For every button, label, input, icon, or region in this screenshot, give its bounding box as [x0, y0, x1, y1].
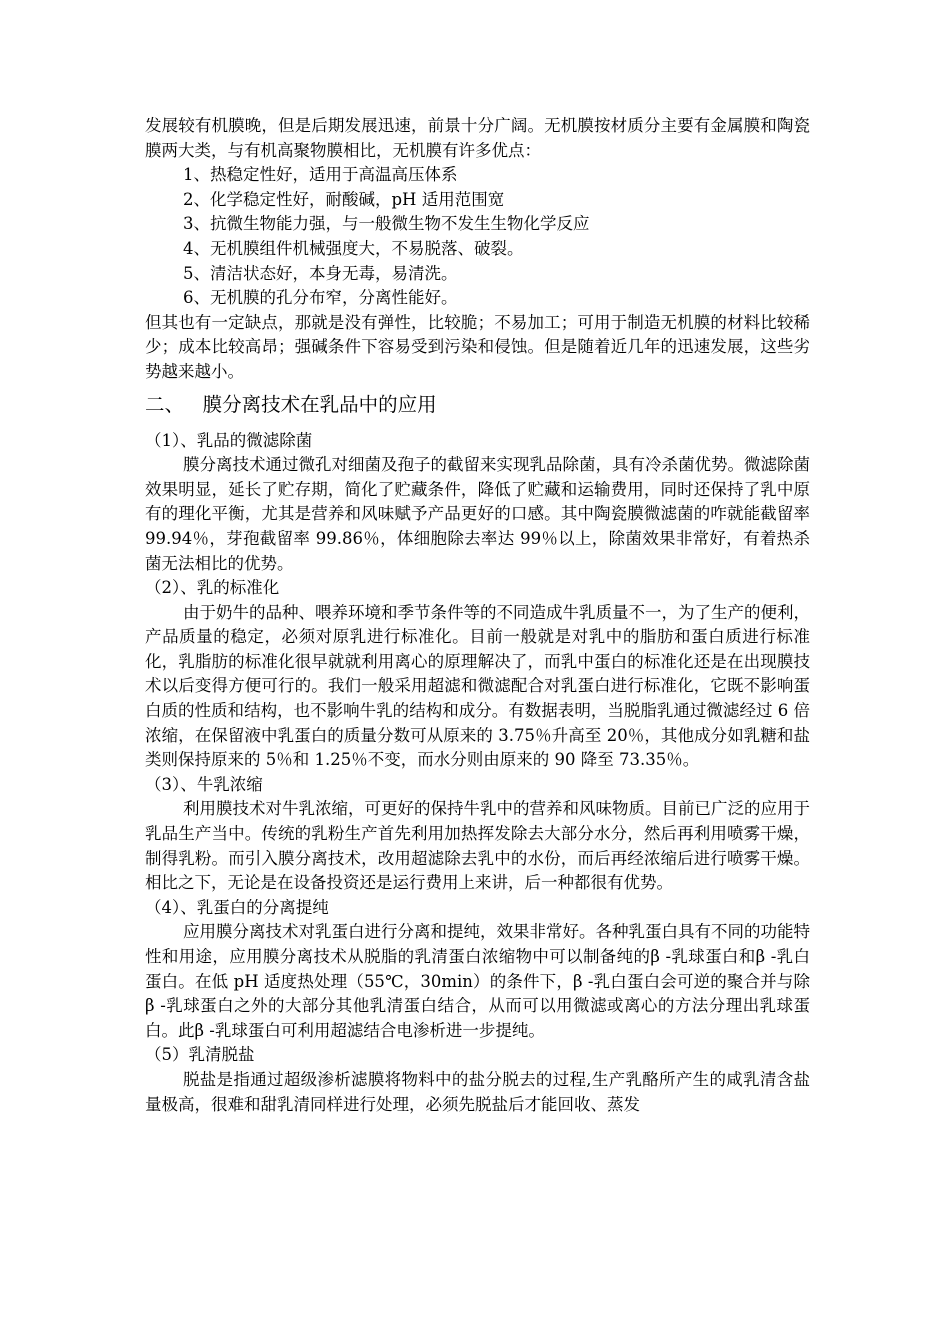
section-heading: 二、 膜分离技术在乳品中的应用: [145, 392, 437, 416]
advantage-item: 1、热稳定性好，适用于高温高压体系: [183, 165, 458, 185]
subsection-body: 应用膜分离技术对乳蛋白进行分离和提纯，效果非常好。各种乳蛋白具有不同的功能特性和用途，应用膜分离技术从脱脂的乳清蛋白浓缩物中可以制备纯的β -乳球蛋白和β -乳白蛋白。在低 pH 适度热处理（55℃，30min）的条件下，β -乳白蛋白会可逆的聚合并与除β -乳球蛋白之外的大部分其他乳清蛋白结合，从而可以用微滤或离心的方法分理出乳球蛋白。此β -乳球蛋白可利用超滤结合电渗析进一步提纯。: [145, 922, 810, 1040]
disadvantages-paragraph: 但其也有一定缺点，那就是没有弹性，比较脆；不易加工；可用于制造无机膜的材料比较稀少；成本比较高昂；强碱条件下容易受到污染和侵蚀。但是随着近几年的迅速发展，这些劣势越来越小。: [145, 312, 810, 381]
intro-paragraph: 发展较有机膜晚，但是后期发展迅速，前景十分广阔。无机膜按材质分主要有金属膜和陶瓷膜两大类，与有机高聚物膜相比，无机膜有许多优点：: [145, 116, 810, 160]
subsection-title: （2）、乳的标准化: [145, 578, 280, 598]
subsection-body: 脱盐是指通过超级渗析滤膜将物料中的盐分脱去的过程,生产乳酪所产生的咸乳清含盐量极高，很难和甜乳清同样进行处理，必须先脱盐后才能回收、蒸发: [145, 1069, 810, 1114]
subsection-title: （3）、牛乳浓缩: [145, 774, 263, 794]
document-body: [145, 114, 810, 1117]
subsection-title: （5）乳清脱盐: [145, 1045, 255, 1065]
subsection-title: （4）、乳蛋白的分离提纯: [145, 897, 329, 917]
subsection-body: 利用膜技术对牛乳浓缩，可更好的保持牛乳中的营养和风味物质。目前已广泛的应用于乳品生产当中。传统的乳粉生产首先利用加热挥发除去大部分水分，然后再利用喷雾干燥，制得乳粉。而引入膜分离技术，改用超滤除去乳中的水份，而后再经浓缩后进行喷雾干燥。相比之下，无论是在设备投资还是运行费用上来讲，后一种都很有优势。: [145, 799, 810, 893]
advantage-item: 6、无机膜的孔分布窄，分离性能好。: [183, 288, 458, 308]
advantage-item: 4、无机膜组件机械强度大，不易脱落、破裂。: [183, 238, 524, 258]
advantage-item: 3、抗微生物能力强，与一般微生物不发生生物化学反应: [183, 214, 590, 234]
advantage-item: 5、清洁状态好，本身无毒，易清洗。: [183, 263, 458, 283]
subsection-body: 由于奶牛的品种、喂养环境和季节条件等的不同造成牛乳质量不一，为了生产的便利，产品质量的稳定，必须对原乳进行标准化。目前一般就是对乳中的脂肪和蛋白质进行标准化，乳脂肪的标准化很早就就利用离心的原理解决了，而乳中蛋白的标准化还是在出现膜技术以后变得方便可行的。我们一般采用超滤和微滤配合对乳蛋白进行标准化，它既不影响蛋白质的性质和结构，也不影响牛乳的结构和成分。有数据表明，当脱脂乳通过微滤经过 6 倍浓缩，在保留液中乳蛋白的质量分数可从原来的 3.75％升高至 20％，其他成分如乳糖和盐类则保持原来的 5％和 1.25％不变，而水分则由原来的 90 降至 73.35％。: [145, 602, 810, 770]
subsection-title: （1）、乳品的微滤除菌: [145, 430, 313, 450]
subsection-body: 膜分离技术通过微孔对细菌及孢子的截留来实现乳品除菌，具有冷杀菌优势。微滤除菌效果明显，延长了贮存期，简化了贮藏条件，降低了贮藏和运输费用，同时还保持了乳中原有的理化平衡，尤其是营养和风味赋予产品更好的口感。其中陶瓷膜微滤菌的咋就能截留率 99.94％，芽孢截留率 99.86％，体细胞除去率达 99％以上，除菌效果非常好，有着热杀菌无法相比的优势。: [145, 455, 810, 573]
advantage-item: 2、化学稳定性好，耐酸碱，pH 适用范围宽: [183, 189, 505, 209]
